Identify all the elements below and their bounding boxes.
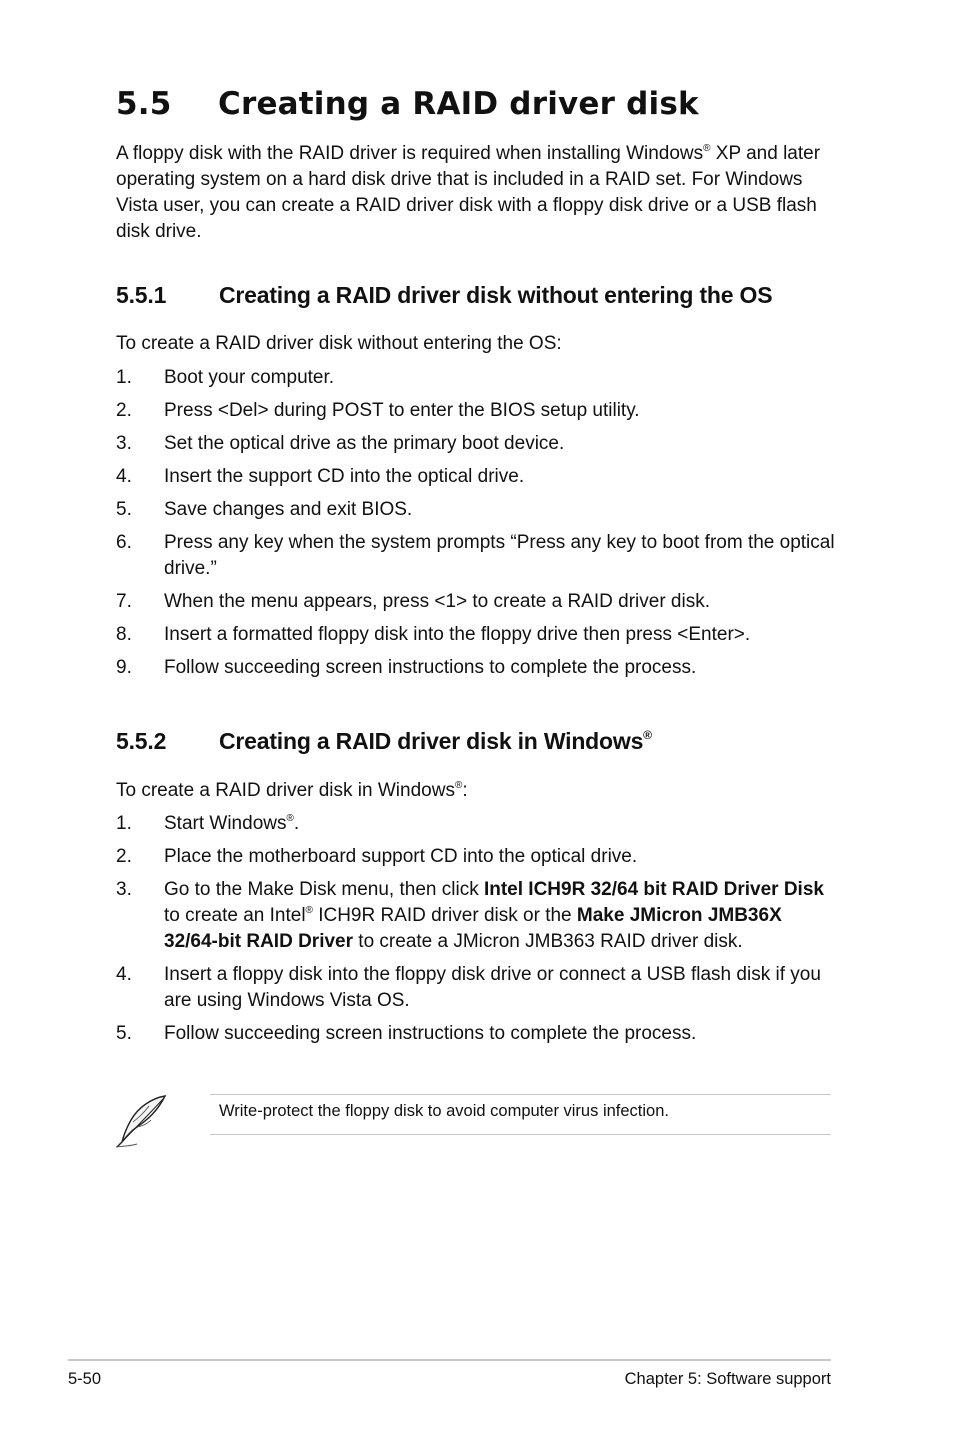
step-text <box>164 499 412 520</box>
list-item <box>116 431 836 457</box>
text-run: To create a RAID driver disk without entering the OS: <box>116 333 562 354</box>
registered-mark: ® <box>703 142 711 154</box>
footer-rule <box>68 1359 831 1361</box>
step-text <box>164 466 524 487</box>
registered-mark: ® <box>305 904 313 916</box>
chapter-label: Chapter 5: Software support <box>624 1370 831 1388</box>
step-number: 6. <box>116 532 132 553</box>
step-number: 7. <box>116 591 132 612</box>
feather-icon <box>113 1092 171 1150</box>
bold-text: Make JMicron JMB36X 32/64-bit RAID Driver <box>164 905 782 952</box>
text-run: Follow succeeding screen instructions to complete the process. <box>164 657 697 678</box>
note-top-rule <box>210 1094 831 1095</box>
step-text <box>164 846 637 867</box>
intro-paragraph <box>116 141 836 245</box>
text-run: . <box>293 813 300 834</box>
step-text <box>164 532 835 579</box>
step-number: 3. <box>116 879 132 900</box>
subsection-2-heading <box>116 728 652 755</box>
list-item <box>116 398 836 424</box>
text-run: ICH9R RAID driver disk or the <box>312 905 577 926</box>
text-run: Press any key when the system prompts “Press any key to boot from the optical drive.” <box>164 532 835 579</box>
text-run: When the menu appears, press <1> to create a RAID driver disk. <box>164 591 710 612</box>
subsection-2-number: 5.5.2 <box>116 728 167 754</box>
step-number: 5. <box>116 499 132 520</box>
step-number: 1. <box>116 813 132 834</box>
step-text <box>164 1023 696 1044</box>
subsection-1-title: Creating a RAID driver disk without entering the OS <box>219 282 773 308</box>
text-run: Creating a RAID driver disk in Windows <box>219 728 644 754</box>
list-item <box>116 365 836 391</box>
text-run: Insert a formatted floppy disk into the floppy drive then press <Enter>. <box>164 624 751 645</box>
list-item <box>116 530 836 582</box>
list-item <box>116 1021 836 1047</box>
list-item <box>116 622 836 648</box>
list-item <box>116 811 836 837</box>
list-item <box>116 962 836 1014</box>
page-number: 5-50 <box>68 1370 102 1388</box>
list-item <box>116 655 836 681</box>
text-run: Place the motherboard support CD into the optical drive. <box>164 846 638 867</box>
text-run: Start Windows <box>164 813 287 834</box>
step-number: 5. <box>116 1023 132 1044</box>
subsection-1-lead <box>116 331 836 357</box>
registered-mark: ® <box>643 728 652 743</box>
text-run: Press <Del> during POST to enter the BIOS setup utility. <box>164 400 640 421</box>
list-item <box>116 877 836 955</box>
step-text <box>164 400 640 421</box>
step-number: 1. <box>116 367 132 388</box>
text-run: to create an Intel <box>164 905 306 926</box>
text-run: : <box>462 780 468 801</box>
step-text <box>164 433 564 454</box>
step-text <box>164 591 710 612</box>
text-run: Go to the Make Disk menu, then click <box>164 879 484 900</box>
text-run: Set the optical drive as the primary boot device. <box>164 433 565 454</box>
step-text <box>164 367 334 388</box>
step-number: 4. <box>116 466 132 487</box>
step-number: 4. <box>116 964 132 985</box>
step-number: 3. <box>116 433 132 454</box>
list-item <box>116 589 836 615</box>
text-run: XP and later operating system on a hard disk drive that is included in a RAID set. For Windows Vista user, you can create a RAID driver disk with a floppy disk drive or a USB flash disk drive. <box>116 143 821 242</box>
step-text <box>164 879 824 952</box>
step-text <box>164 657 696 678</box>
section-number: 5.5 <box>116 86 172 122</box>
text-run: Insert the support CD into the optical drive. <box>164 466 525 487</box>
step-number: 2. <box>116 846 132 867</box>
step-text <box>164 813 299 834</box>
text-run: Boot your computer. <box>164 367 335 388</box>
section-heading <box>116 86 699 122</box>
text-run: A floppy disk with the RAID driver is required when installing Windows <box>116 143 704 164</box>
step-number: 2. <box>116 400 132 421</box>
subsection-1-heading <box>116 282 772 309</box>
note-bottom-rule <box>210 1134 831 1135</box>
subsection-2-title <box>219 728 652 754</box>
subsection-2-steps <box>116 811 836 1054</box>
step-number: 9. <box>116 657 132 678</box>
text-run: Save changes and exit BIOS. <box>164 499 413 520</box>
list-item <box>116 464 836 490</box>
text-run: Follow succeeding screen instructions to complete the process. <box>164 1023 697 1044</box>
subsection-1-steps <box>116 365 836 688</box>
subsection-1-number: 5.5.1 <box>116 282 167 308</box>
step-number: 8. <box>116 624 132 645</box>
section-title: Creating a RAID driver disk <box>218 86 699 122</box>
text-run: Insert a floppy disk into the floppy disk drive or connect a USB flash disk if you are using Windows Vista OS. <box>164 964 821 1011</box>
note-text: Write-protect the floppy disk to avoid computer virus infection. <box>219 1102 669 1120</box>
step-text <box>164 624 750 645</box>
registered-mark: ® <box>286 812 294 824</box>
subsection-2-lead <box>116 778 836 804</box>
step-text <box>164 964 821 1011</box>
list-item <box>116 497 836 523</box>
registered-mark: ® <box>454 779 463 791</box>
bold-text: Intel ICH9R 32/64 bit RAID Driver Disk <box>483 879 824 900</box>
list-item <box>116 844 836 870</box>
text-run: to create a JMicron JMB363 RAID driver disk. <box>353 931 743 952</box>
text-run: To create a RAID driver disk in Windows <box>116 780 455 801</box>
